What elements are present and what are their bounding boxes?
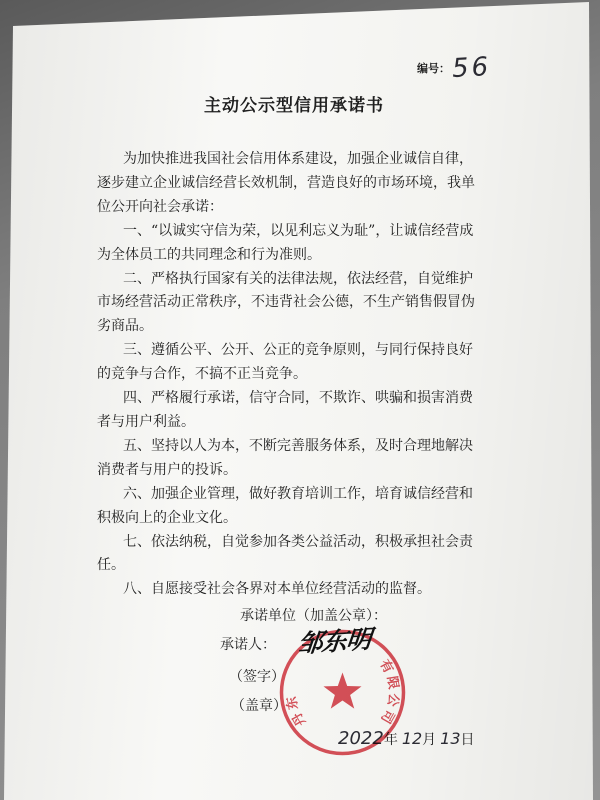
paragraph-line: 劣商品。	[97, 318, 153, 335]
paragraph-line: 四、严格履行承诺，信守合同，不欺诈、哄骗和损害消费	[123, 390, 473, 407]
paragraph-line: 位公开向社会承诺：	[97, 198, 223, 215]
commitment-item-3	[97, 339, 497, 387]
commitment-item-4	[97, 387, 497, 435]
paragraph-line: 五、坚持以人为本，不断完善服务体系，及时合理地解决	[123, 437, 473, 454]
promising-unit-label: 承诺单位（加盖公章）：	[240, 608, 387, 624]
paragraph-line: 积极向上的企业文化。	[97, 509, 237, 526]
seal-text-left-group	[283, 692, 309, 728]
paragraph-line: 二、严格执行国家有关的法律法规，依法经营，自觉维护	[123, 270, 473, 287]
commitment-item-2	[97, 268, 497, 340]
date-day-unit: 日	[460, 732, 475, 748]
commitment-body	[97, 148, 497, 602]
paragraph-line: 消费者与用户的投诉。	[97, 461, 237, 478]
sign-note: （签字）	[229, 669, 285, 685]
commitment-item-5	[97, 435, 497, 483]
handwritten-signature: 邹东明	[296, 624, 372, 659]
paragraph-line: 为加快推进我国社会信用体系建设，加强企业诚信自律，	[123, 151, 473, 167]
commitment-item-1	[97, 220, 497, 268]
date-month-unit: 月	[422, 732, 437, 748]
star-icon	[323, 673, 361, 709]
document-title: 主动公示型信用承诺书	[204, 96, 384, 116]
commitment-item-6	[97, 483, 497, 531]
commitment-item-7	[97, 531, 497, 579]
seal-note: （盖章）	[231, 698, 287, 714]
paragraph-line: 者与用户利益。	[97, 413, 195, 430]
date-year: 2022	[338, 728, 384, 749]
commitment-item-8	[97, 578, 497, 602]
paragraph-line: 一、“以诚实守信为荣，以见利忘义为耻”，让诚信经营成	[123, 222, 474, 239]
paragraph-line: 逐步建立企业诚信经营长效机制，营造良好的市场环境，我单	[97, 174, 475, 191]
paragraph-line: 六、加强企业管理，做好教育培训工作，培育诚信经营和	[123, 485, 473, 502]
serial-number-handwritten: 56	[451, 51, 492, 85]
seal-text-right: 有限公司	[375, 657, 402, 729]
paragraph-line: 任。	[97, 557, 125, 574]
date-year-unit: 年	[383, 732, 398, 748]
seal-text-left: 丹东	[284, 692, 310, 729]
paragraph-line: 八、自愿接受社会各界对本单位经营活动的监督。	[123, 581, 431, 598]
promisor-label: 承诺人：	[220, 637, 276, 653]
serial-label: 编号：	[417, 62, 450, 75]
paragraph-line: 三、遵循公平、公开、公正的竞争原则，与同行保持良好	[123, 342, 473, 359]
date-day: 13	[440, 729, 461, 748]
paragraph-line: 为全体员工的共同理念和行为准则。	[97, 246, 321, 263]
paragraph-line: 的竞争与合作，不搞不正当竞争。	[97, 366, 307, 383]
intro-paragraph	[97, 148, 497, 220]
paragraph-line: 市场经营活动正常秩序，不违背社会公德，不生产销售假冒伪	[97, 294, 475, 311]
paragraph-line: 七、依法纳税，自觉参加各类公益活动，积极承担社会责	[123, 533, 473, 550]
date-month: 12	[401, 729, 423, 748]
